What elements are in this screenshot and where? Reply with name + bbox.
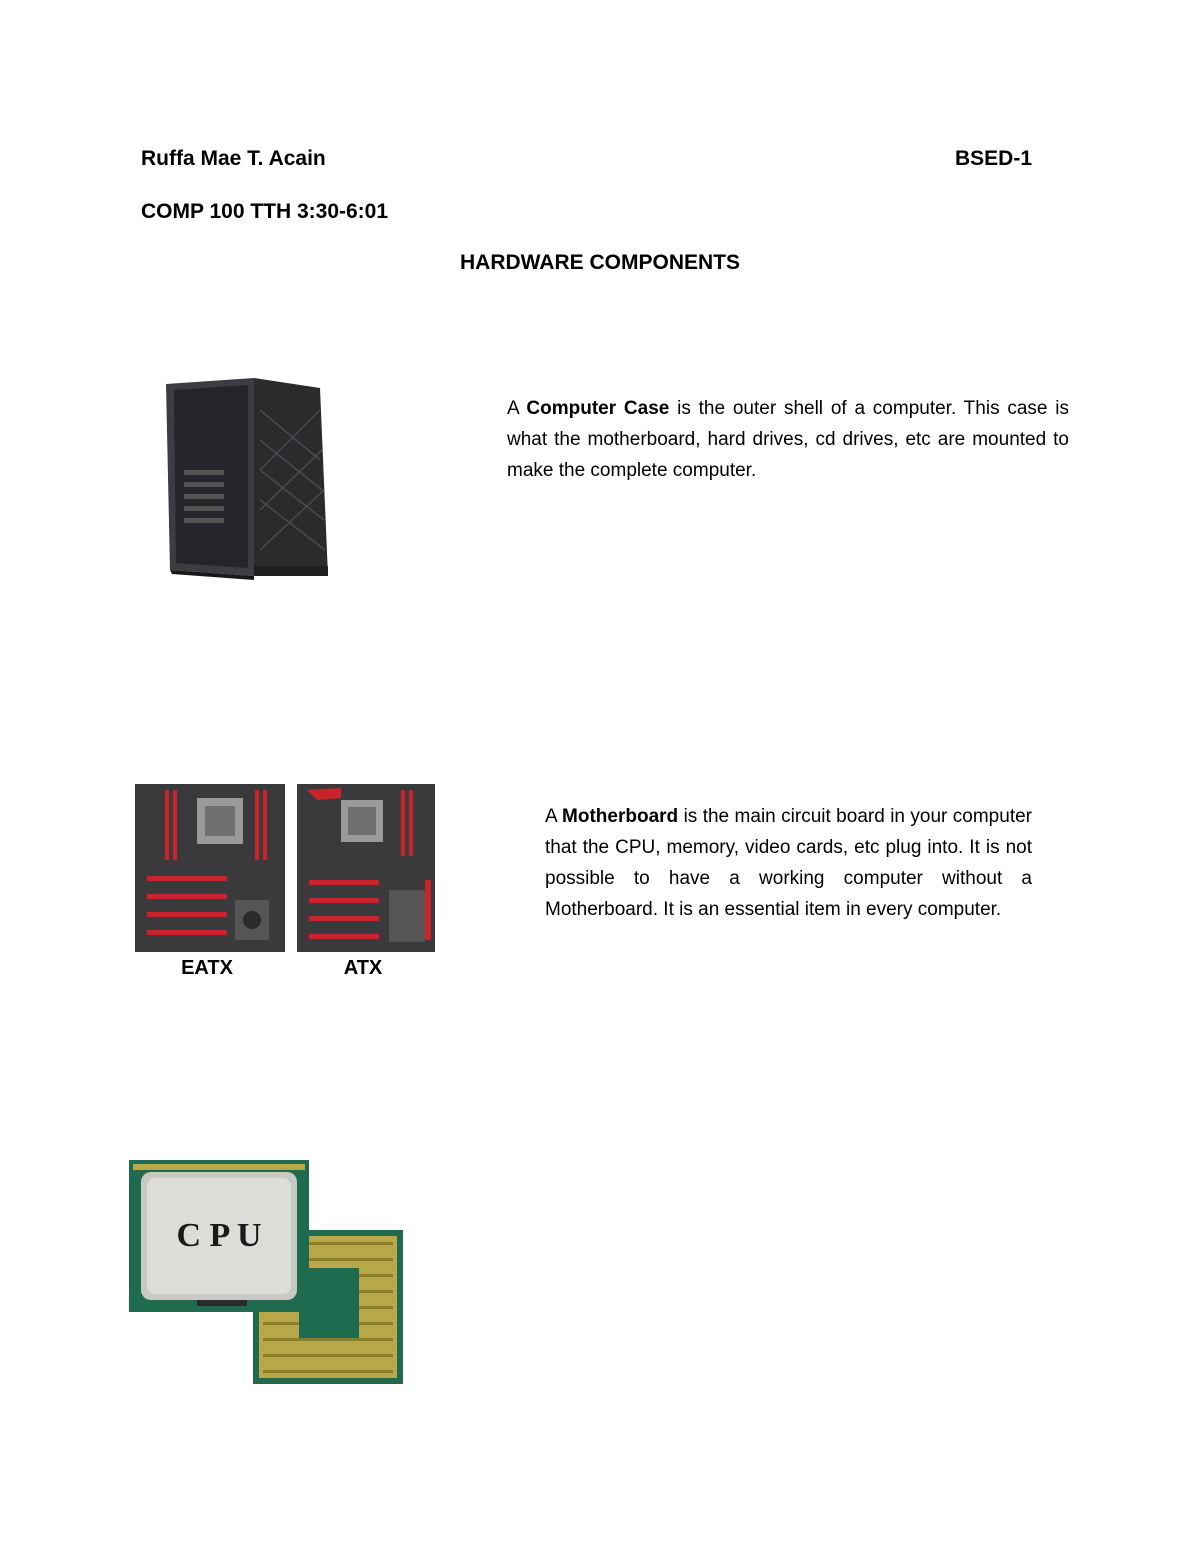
- computer-case-term: Computer Case: [526, 398, 670, 419]
- atx-label: ATX: [343, 957, 383, 979]
- computer-case-description: A Computer Case is the outer shell of a computer. This case is what the motherboard, hard drives, cd drives, etc are mounted to make the complete computer.: [507, 398, 1070, 481]
- motherboard-term: Motherboard: [562, 806, 679, 827]
- course-label: COMP 100 TTH 3:30-6:01: [141, 200, 389, 223]
- student-name: Ruffa Mae T. Acain: [141, 147, 326, 170]
- motherboard-description: A Motherboard is the main circuit board in your computer that the CPU, memory, video cards, etc plug into. It is not possible to have a working computer without a Motherboard. It is an essential item in every computer.: [545, 806, 1032, 920]
- cpu-label: C P U: [176, 1217, 262, 1254]
- motherboard-image: [127, 780, 445, 986]
- page-title: HARDWARE COMPONENTS: [459, 251, 740, 274]
- eatx-label: EATX: [181, 957, 233, 979]
- section-label: BSED-1: [955, 147, 1033, 170]
- cpu-image: [127, 1158, 407, 1386]
- computer-case-image: [160, 370, 336, 582]
